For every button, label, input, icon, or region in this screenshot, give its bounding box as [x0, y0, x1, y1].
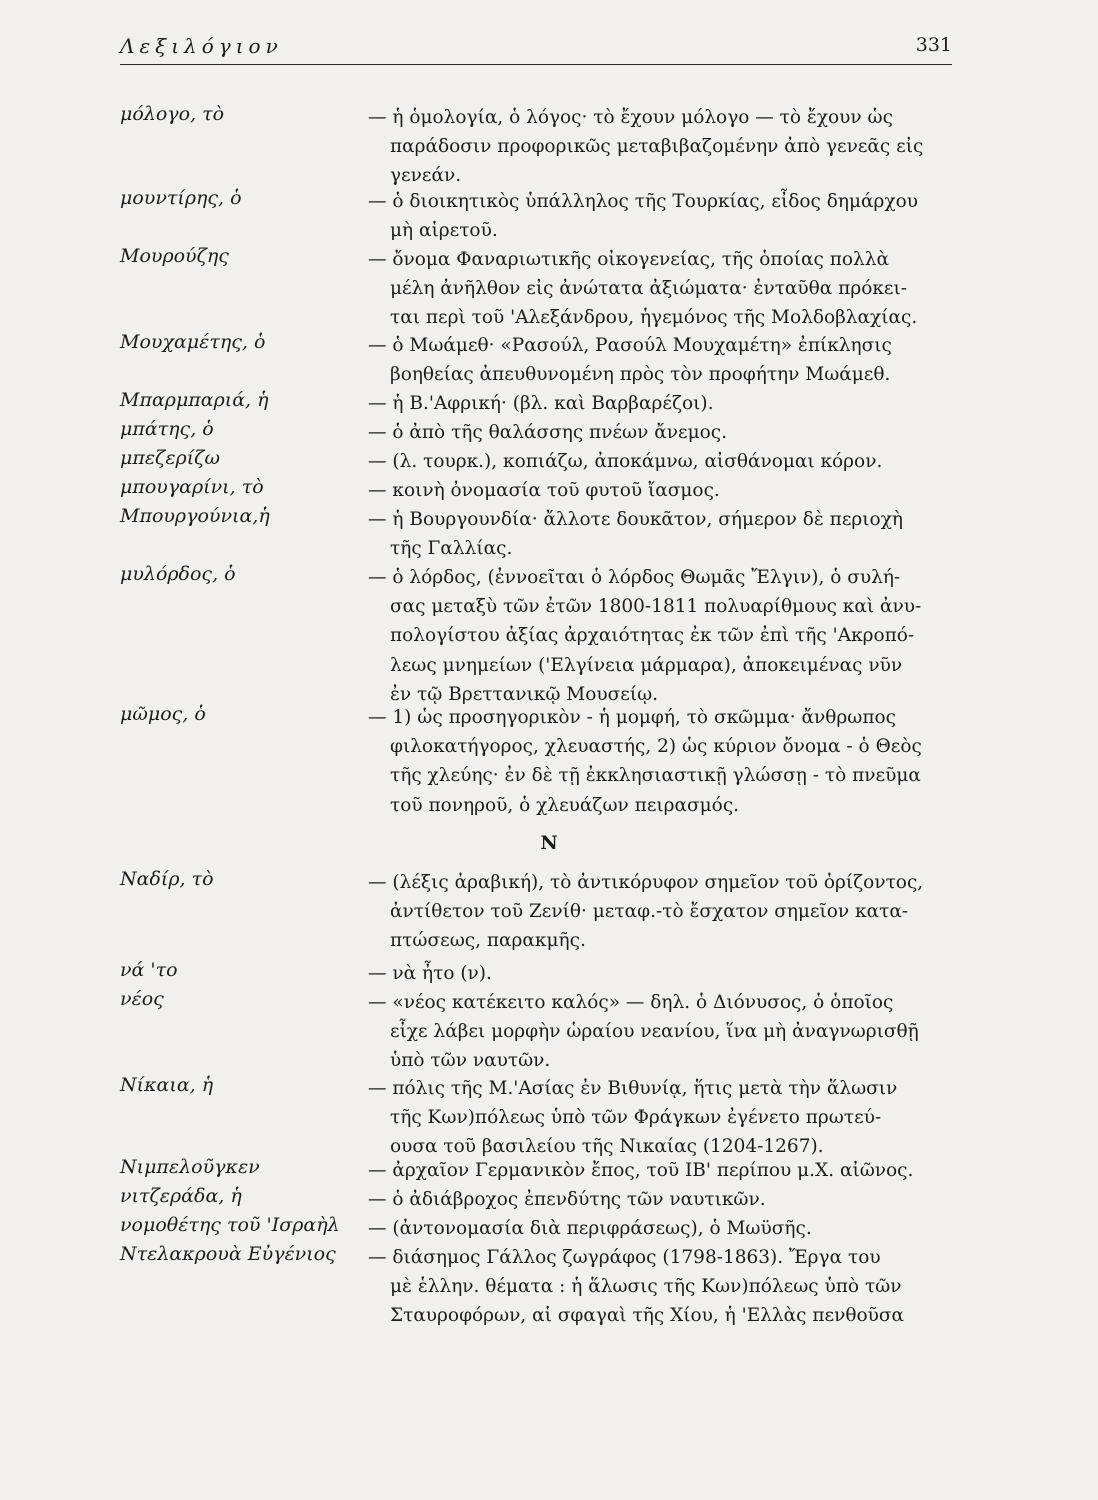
definition-line: ἀντίθετον τοῦ Ζενίθ· μεταφ.-τὸ ἔσχατον σημεῖον κατα-	[390, 901, 909, 923]
definition-line: — (ἀντονομασία διὰ περιφράσεως), ὁ Μωϋσῆς.	[368, 1218, 812, 1239]
entry-definition	[368, 389, 960, 418]
entry-term: Μπουργούνια,ἡ	[120, 505, 270, 527]
entry-term: Μπαρμπαριά, ἡ	[120, 389, 269, 411]
entry-term: μῶμος, ὁ	[120, 703, 206, 725]
definition-line: παράδοσιν προφορικῶς μεταβιβαζομένην ἀπὸ γενεᾶς εἰς	[390, 136, 924, 158]
entry-definition	[368, 988, 960, 1076]
definition-line: — ἡ ὁμολογία, ὁ λόγος· τὸ ἔχουν μόλογο — τὸ ἔχουν ὡς	[368, 107, 894, 128]
entry-term: Ναδίρ, τὸ	[120, 868, 214, 890]
entry-term: νιτζεράδα, ἡ	[120, 1185, 242, 1207]
entry-term: Νίκαια, ἡ	[120, 1074, 214, 1096]
entry-definition	[368, 1214, 960, 1243]
definition-line: — διάσημος Γάλλος ζωγράφος (1798-1863). Ἔργα του	[368, 1247, 881, 1268]
entry-definition	[368, 1156, 960, 1185]
definition-line: — (λέξις ἀραβική), τὸ ἀντικόρυφον σημεῖον τοῦ ὁρίζοντος,	[368, 872, 924, 893]
entry-definition	[368, 959, 960, 988]
page-number: 331	[915, 34, 952, 56]
entry-definition	[368, 1185, 960, 1214]
entry-term: μόλογο, τὸ	[120, 103, 225, 125]
definition-line: — ὁ Μωάμεθ· «Ρασούλ, Ρασούλ Μουχαμέτη» ἐπίκλησις	[368, 335, 892, 356]
entry-definition	[368, 1074, 960, 1162]
entry-term: μυλόρδος, ὁ	[120, 563, 236, 585]
definition-line: μέλη ἀνῆλθον εἰς ἀνώτατα ἀξιώματα· ἐνταῦθα πρόκει-	[390, 278, 907, 300]
definition-line: σας μεταξὺ τῶν ἐτῶν 1800-1811 πολυαρίθμους καὶ ἀνυ-	[390, 596, 922, 618]
entry-definition	[368, 476, 960, 505]
entry-definition	[368, 868, 960, 956]
section-letter-text: Ν	[540, 832, 558, 854]
definition-line: τοῦ πονηροῦ, ὁ χλευάζων πειρασμός.	[390, 794, 740, 816]
entry-term: μπεζερίζω	[120, 447, 220, 469]
definition-line: — ὄνομα Φαναριωτικῆς οἰκογενείας, τῆς ὁποίας πολλὰ	[368, 249, 889, 270]
definition-line: πολογίστου ἀξίας ἀρχαιότητας ἐκ τῶν ἐπὶ τῆς 'Ακροπό-	[390, 625, 915, 647]
definition-line: εἶχε λάβει μορφὴν ὡραίου νεανίου, ἵνα μὴ ἀναγνωρισθῇ	[390, 1021, 919, 1043]
entry-definition	[368, 418, 960, 447]
entry-definition	[368, 703, 960, 820]
definition-line: βοηθείας ἀπευθυνομένη πρὸς τὸν προφήτην Μωάμεθ.	[390, 364, 891, 386]
definition-line: λεως μνημείων ('Ελγίνεια μάρμαρα), ἀποκειμένας νῦν	[390, 654, 903, 676]
entry-definition	[368, 447, 960, 476]
section-letter	[0, 832, 1098, 854]
entry-term: νά 'το	[120, 959, 178, 981]
definition-line: — ὁ ἀπὸ τῆς θαλάσσης πνέων ἄνεμος.	[368, 422, 727, 443]
entry-term: Μουρούζης	[120, 245, 229, 267]
entry-term: Νιμπελοῦγκεν	[120, 1156, 260, 1178]
entry-definition	[368, 245, 960, 333]
definition-line: — κοινὴ ὀνομασία τοῦ φυτοῦ ἴασμος.	[368, 480, 720, 501]
entry-term: νομοθέτης τοῦ 'Ισραὴλ	[120, 1214, 340, 1236]
entry-term: Μουχαμέτης, ὁ	[120, 331, 266, 353]
entry-definition	[368, 563, 960, 709]
entry-definition	[368, 187, 960, 245]
definition-line: τῆς Κων)πόλεως ὑπὸ τῶν Φράγκων ἐγένετο πρωτεύ-	[390, 1107, 882, 1129]
definition-line: — ἡ Β.'Αφρική· (βλ. καὶ Βαρβαρέζοι).	[368, 393, 714, 414]
definition-line: — νὰ ἦτο (ν).	[368, 963, 492, 984]
definition-line: γενεάν.	[390, 165, 462, 187]
definition-line: ὑπὸ τῶν ναυτῶν.	[390, 1050, 551, 1072]
definition-line: — (λ. τουρκ.), κοπιάζω, ἀποκάμνω, αἰσθάνομαι κόρον.	[368, 451, 883, 472]
definition-line: φιλοκατήγορος, χλευαστής, 2) ὡς κύριον ὄνομα - ὁ Θεὸς	[390, 736, 922, 758]
definition-line: τῆς Γαλλίας.	[390, 538, 513, 560]
entry-definition	[368, 103, 960, 191]
entry-term: Ντελακρουὰ Εὐγένιος	[120, 1243, 336, 1265]
definition-line: τῆς χλεύης· ἐν δὲ τῇ ἐκκλησιαστικῇ γλώσσῃ - τὸ πνεῦμα	[390, 765, 921, 787]
definition-line: — «νέος κατέκειτο καλός» — δηλ. ὁ Διόνυσος, ὁ ὁποῖος	[368, 992, 894, 1013]
entry-term: μπάτης, ὁ	[120, 418, 214, 440]
definition-line: ἐν τῷ Βρεττανικῷ Μουσείῳ.	[390, 683, 659, 705]
definition-line: ται περὶ τοῦ 'Αλεξάνδρου, ἡγεμόνος τῆς Μολδοβλαχίας.	[390, 307, 918, 329]
definition-line: — ὁ διοικητικὸς ὑπάλληλος τῆς Τουρκίας, εἶδος δημάρχου	[368, 191, 918, 212]
definition-line: — ὁ λόρδος, (ἐννοεῖται ὁ λόρδος Θωμᾶς Ἔλγιν), ὁ συλή-	[368, 567, 901, 588]
entry-term: νέος	[120, 988, 164, 1010]
entry-term: μπουγαρίνι, τὸ	[120, 476, 264, 498]
definition-line: — ἀρχαῖον Γερμανικὸν ἔπος, τοῦ ΙΒ' περίπου μ.Χ. αἰῶνος.	[368, 1160, 914, 1181]
entry-definition	[368, 331, 960, 389]
definition-line: — ὁ ἀδιάβροχος ἐπενδύτης τῶν ναυτικῶν.	[368, 1189, 766, 1210]
definition-line: — 1) ὡς προσηγορικὸν - ἡ μομφή, τὸ σκῶμμα· ἄνθρωπος	[368, 707, 897, 728]
definition-line: μὲ ἑλλην. θέματα : ἡ ἅλωσις τῆς Κων)πόλεως ὑπὸ τῶν	[390, 1276, 902, 1298]
running-title: Λεξιλόγιον	[120, 34, 283, 58]
definition-line: ουσα τοῦ βασιλείου τῆς Νικαίας (1204-1267).	[390, 1136, 824, 1158]
entry-term: μουντίρης, ὁ	[120, 187, 242, 209]
definition-line: — ἡ Βουργουνδία· ἄλλοτε δουκᾶτον, σήμερον δὲ περιοχὴ	[368, 509, 903, 530]
definition-line: μὴ αἱρετοῦ.	[390, 220, 498, 242]
definition-line: πτώσεως, παρακμῆς.	[390, 930, 586, 952]
definition-line: — πόλις τῆς Μ.'Ασίας ἐν Βιθυνίᾳ, ἥτις μετὰ τὴν ἅλωσιν	[368, 1078, 898, 1099]
definition-line: Σταυροφόρων, αἱ σφαγαὶ τῆς Χίου, ἡ 'Ελλὰς πενθοῦσα	[390, 1305, 905, 1327]
entry-definition	[368, 505, 960, 563]
entry-definition	[368, 1243, 960, 1331]
